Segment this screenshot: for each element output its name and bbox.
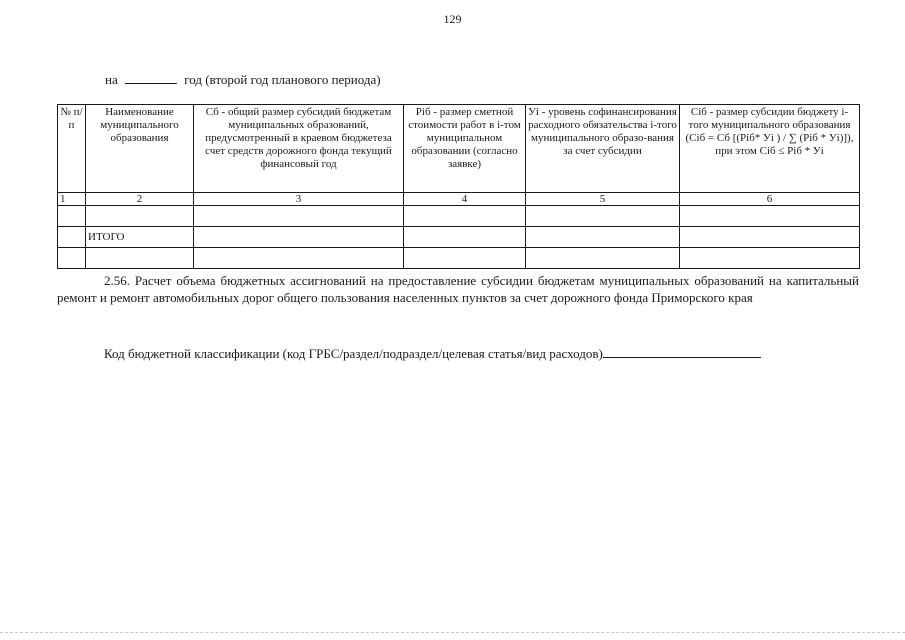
total-label: ИТОГО (86, 227, 194, 248)
budget-classification-blank-field (603, 356, 761, 358)
table-cell (58, 248, 86, 269)
header-cell-municipality: Наименование муниципального образования (86, 105, 194, 193)
table-cell (680, 206, 860, 227)
table-cell (86, 206, 194, 227)
table-cell (404, 227, 526, 248)
column-number-cell: 4 (404, 193, 526, 206)
header-cell-total-subsidy: Сб - общий размер субсидий бюджетам муниципальных образований, предусмотренный в краевом бюджетеза счет средств дорожного фонда текущий финансовый год (194, 105, 404, 193)
table-cell (680, 227, 860, 248)
table-cell (526, 248, 680, 269)
budget-classification-line (104, 346, 761, 362)
total-row (58, 227, 860, 248)
table-cell (58, 206, 86, 227)
header-cell-estimated-cost: Piб - размер сметной стоимости работ в i-том муниципальном образовании (согласно заявке) (404, 105, 526, 193)
table-cell (194, 206, 404, 227)
page-number: 129 (443, 12, 462, 26)
header-cell-number: № п/п (58, 105, 86, 193)
table-cell (526, 227, 680, 248)
column-number-cell: 3 (194, 193, 404, 206)
subsidy-table (57, 104, 860, 269)
table-row (58, 248, 860, 269)
table-header-row (58, 105, 860, 193)
table-cell (404, 248, 526, 269)
header-cell-cofinancing-level: Уi - уровень софинансирования расходного обязательства i-того муниципального образо-вания за счет субсидии (526, 105, 680, 193)
header-cell-subsidy-size: Ciб - размер субсидии бюджету i-того муниципального образования (Ciб = Сб [(Piб* Уi ) / ∑ (Piб * Уi)]), при этом Ciб ≤ Piб * Уi (680, 105, 860, 193)
table-cell (404, 206, 526, 227)
column-number-cell: 1 (58, 193, 86, 206)
table-cell (194, 227, 404, 248)
budget-classification-label: Код бюджетной классификации (код ГРБС/раздел/подраздел/целевая статья/вид расходов) (104, 346, 603, 361)
table-cell (86, 248, 194, 269)
section-paragraph: 2.56. Расчет объема бюджетных ассигнований на предоставление субсидии бюджетам муниципальных образований на капитальный ремонт и ремонт автомобильных дорог общего пользования населенных пунктов за счет дорожного фонда Приморского края (57, 273, 859, 305)
column-number-row (58, 193, 860, 206)
year-line-prefix: на (105, 72, 118, 87)
table-cell (680, 248, 860, 269)
table-cell (58, 227, 86, 248)
table-row (58, 206, 860, 227)
year-line (105, 72, 381, 88)
column-number-cell: 6 (680, 193, 860, 206)
column-number-cell: 2 (86, 193, 194, 206)
year-line-suffix: год (второй год планового периода) (184, 72, 381, 87)
column-number-cell: 5 (526, 193, 680, 206)
table-cell (194, 248, 404, 269)
scan-edge-line (0, 632, 905, 633)
year-blank-field (125, 82, 177, 84)
table-cell (526, 206, 680, 227)
